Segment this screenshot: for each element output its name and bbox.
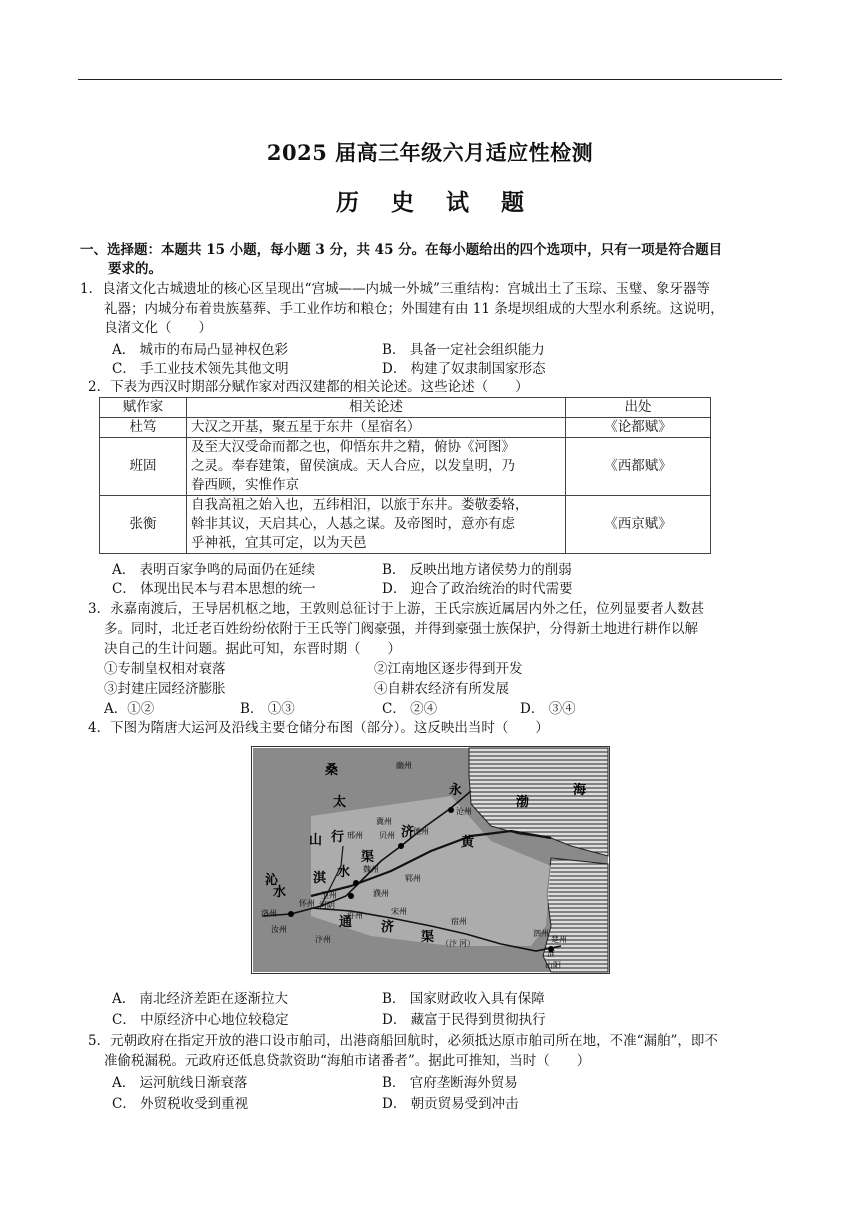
row-content-line: 斡非其议，天启其心，人惎之谋。及帝图时，意亦有虑 [191, 516, 515, 532]
q2-stem: 2．下表为西汉时期部分赋作家对西汉建都的相关论述。这些论述（ ） [88, 379, 529, 395]
q3-stem-line1: 3．永嘉南渡后，王导居机枢之地，王敦则总征讨于上游，王氏宗族近属居内外之任，位列显要者人数甚 [88, 601, 705, 617]
map-label-bianzhou: 汴州 [315, 935, 331, 944]
map-label-hang: 行 [331, 829, 345, 844]
map-label-huai: 淮 [547, 949, 555, 958]
table-header-row [100, 398, 711, 418]
map-label-shui2: 水 [273, 884, 287, 899]
map-label-tai: 太 [333, 794, 347, 809]
q3-option-d[interactable]: D． ③④ [520, 701, 576, 717]
section-heading-line2: 要求的。 [108, 261, 162, 277]
q2-table [99, 397, 711, 554]
map-label-ji2: 济 [381, 919, 395, 934]
row-author: 张衡 [100, 496, 187, 554]
granary-dot [353, 880, 359, 886]
map-label-ji: 济 [401, 824, 415, 839]
map-label-xingzhou: 邢州 [347, 831, 363, 840]
map-label-qin: 沁 [265, 872, 279, 887]
map-label-qu: 渠 [361, 849, 375, 864]
row-author: 杜笃 [100, 418, 187, 438]
map-label-youzhou: 幽州 [396, 761, 412, 770]
row-source: 《论都赋》 [566, 418, 711, 438]
map-label-yunzhou: 郓州 [405, 874, 421, 883]
map-label-chuzhou: 楚州 [551, 935, 567, 944]
map-label-qu2: 渠 [421, 929, 435, 944]
q3-option-c[interactable]: C． ②④ [382, 701, 438, 717]
map-label-bian: （汴 河） [441, 939, 475, 948]
q1-option-b[interactable]: B． 具备一定社会组织能力 [382, 342, 545, 358]
row-source: 《西都赋》 [566, 438, 711, 496]
map-label-xuzhou: 许州 [347, 911, 363, 920]
map-label-sang: 桑 [325, 762, 339, 777]
header-rule [78, 79, 782, 80]
map-label-luozhou: 洛州 [261, 909, 277, 918]
map-label-hai: 海 [573, 782, 587, 797]
table-header-author: 赋作家 [100, 398, 187, 418]
q2-option-c[interactable]: C． 体现出民本与君本思想的统一 [112, 581, 316, 597]
map-label-shan: 山 [309, 832, 323, 847]
map-label-suzhou: 宿州 [451, 917, 467, 926]
map-label-songzhou: 宋州 [391, 907, 407, 916]
map-label-puzhou: 濮州 [373, 889, 389, 898]
row-content [187, 418, 566, 438]
q5-option-b[interactable]: B． 官府垄断海外贸易 [382, 1075, 518, 1091]
table-row [100, 438, 711, 496]
q3-stem-line2: 多。同时，北迁老百姓纷纷依附于王氏等门阀豪强，并得到豪强士族保护，分得新土地进行耕作以解 [104, 621, 698, 637]
q1-stem-line2: 礼器；内城分布着贵族墓葬、手工业作坊和粮仓；外围建有由 11 条堤坝组成的大型水利系统。这说明， [104, 301, 724, 317]
row-content [187, 496, 566, 554]
q5-stem-line2: 准偷税漏税。元政府还低息贷款资助“海舶市诸番者”。据此可推知，当时（ ） [104, 1053, 591, 1069]
map-label-shanyang: 山阳 [545, 961, 561, 970]
table-row [100, 418, 711, 438]
q5-option-c[interactable]: C． 外贸税收受到重视 [112, 1096, 249, 1112]
section-heading [80, 241, 782, 279]
q5-option-a[interactable]: A． 运河航线日渐衰落 [112, 1075, 248, 1091]
q3-statement-3: ③封建庄园经济膨胀 [104, 681, 226, 697]
row-author: 班固 [100, 438, 187, 496]
canal-map [251, 746, 610, 974]
granary-dot [448, 807, 454, 813]
q3-option-b[interactable]: B． ①③ [240, 701, 295, 717]
q3-stem-line3: 决自己的生计问题。据此可知，东晋时期（ ） [104, 641, 401, 657]
map-label-beizhou: 贝州 [379, 831, 395, 840]
section-heading-line1: 一、选择题：本题共 15 小题，每小题 3 分，共 45 分。在每小题给出的四个选项中，只有一项是符合题目 [80, 242, 723, 258]
map-label-qi: 淇 [313, 870, 327, 885]
row-content-line: 眷西顾，实惟作京 [191, 477, 299, 493]
q4-option-c[interactable]: C． 中原经济中心地位较稳定 [112, 1012, 289, 1028]
q2-option-d[interactable]: D． 迎合了政治统治的时代需要 [382, 581, 573, 597]
map-label-dezhou: 德州 [413, 827, 429, 836]
map-label-weizhou: 魏州 [363, 865, 379, 874]
row-content [187, 438, 566, 496]
q1-option-d[interactable]: D． 构建了奴隶制国家形态 [382, 361, 546, 377]
q5-stem-line1: 5．元朝政府在指定开放的港口设市舶司，出港商船回航时，必须抵达原市舶司所在地，不准“漏舶”，即不 [88, 1033, 718, 1049]
q5-option-d[interactable]: D． 朝贡贸易受到冲击 [382, 1096, 519, 1112]
q4-option-a[interactable]: A． 南北经济差距在逐渐拉大 [112, 991, 289, 1007]
granary-dot [288, 911, 294, 917]
q1-option-c[interactable]: C． 手工业技术领先其他文明 [112, 361, 289, 377]
q1-stem-line1: 1．良渚文化古城遗址的核心区呈现出“宫城——内城一外城”三重结构：宫城出土了玉琮、玉璧、象牙器等 [80, 281, 710, 297]
map-label-yong: 永 [449, 782, 463, 797]
row-content-line: 自我高祖之始入也，五纬相汨，以旅于东井。娄敬委辂， [191, 497, 529, 513]
map-label-bo: 渤 [516, 794, 530, 809]
granary-dot [348, 893, 354, 899]
exam-title: 2025 届高三年级六月适应性检测 [266, 140, 594, 165]
map-label-sizhou: 泗州 [533, 929, 549, 938]
table-header-content: 相关论述 [187, 398, 566, 418]
q4-option-b[interactable]: B． 国家财政收入具有保障 [382, 991, 545, 1007]
q2-option-a[interactable]: A． 表明百家争鸣的局面仍在延续 [112, 562, 316, 578]
q1-stem-line3: 良渚文化（ ） [104, 320, 212, 336]
map-label-heyin: 河阴 [319, 901, 335, 910]
row-content-line: 大汉之开基，聚五星于东井（星宿名） [191, 419, 421, 435]
q4-option-d[interactable]: D． 藏富于民得到贯彻执行 [382, 1012, 546, 1028]
row-content-line: 乎神祇，宜其可定，以为天邑 [191, 535, 367, 551]
row-content-line: 及至大汉受命而都之也，仰悟东井之精，俯协《河图》 [191, 439, 515, 455]
map-label-tong: 通 [339, 914, 353, 929]
granary-dot [398, 843, 404, 849]
exam-subtitle: 历 史 试 题 [335, 189, 537, 216]
q3-statement-1: ①专制皇权相对衰落 [104, 661, 226, 677]
q3-statement-4: ④自耕农经济有所发展 [374, 681, 509, 697]
map-label-shui: 水 [337, 864, 351, 879]
q1-option-a[interactable]: A． 城市的布局凸显神权色彩 [112, 342, 289, 358]
row-content-line: 之灵。奉春建策，留侯演成。天人合应，以发皇明，乃 [191, 458, 515, 474]
map-label-jizhou: 冀州 [376, 817, 392, 826]
row-source: 《西京赋》 [566, 496, 711, 554]
q3-statement-2: ②江南地区逐步得到开发 [374, 661, 523, 677]
map-label-huang: 黄 [461, 834, 475, 849]
q4-stem: 4．下图为隋唐大运河及沿线主要仓储分布图（部分）。这反映出当时（ ） [88, 720, 549, 736]
q3-option-a[interactable]: A．①② [104, 701, 155, 717]
q2-option-b[interactable]: B． 反映出地方诸侯势力的削弱 [382, 562, 572, 578]
map-label-huaizhou: 怀州 [299, 899, 315, 908]
map-label-weizhou2: 卫州 [321, 891, 337, 900]
table-header-source: 出处 [566, 398, 711, 418]
table-row [100, 496, 711, 554]
map-label-ruzhou: 汝州 [271, 925, 287, 934]
map-label-cangzhou: 沧州 [456, 807, 472, 816]
